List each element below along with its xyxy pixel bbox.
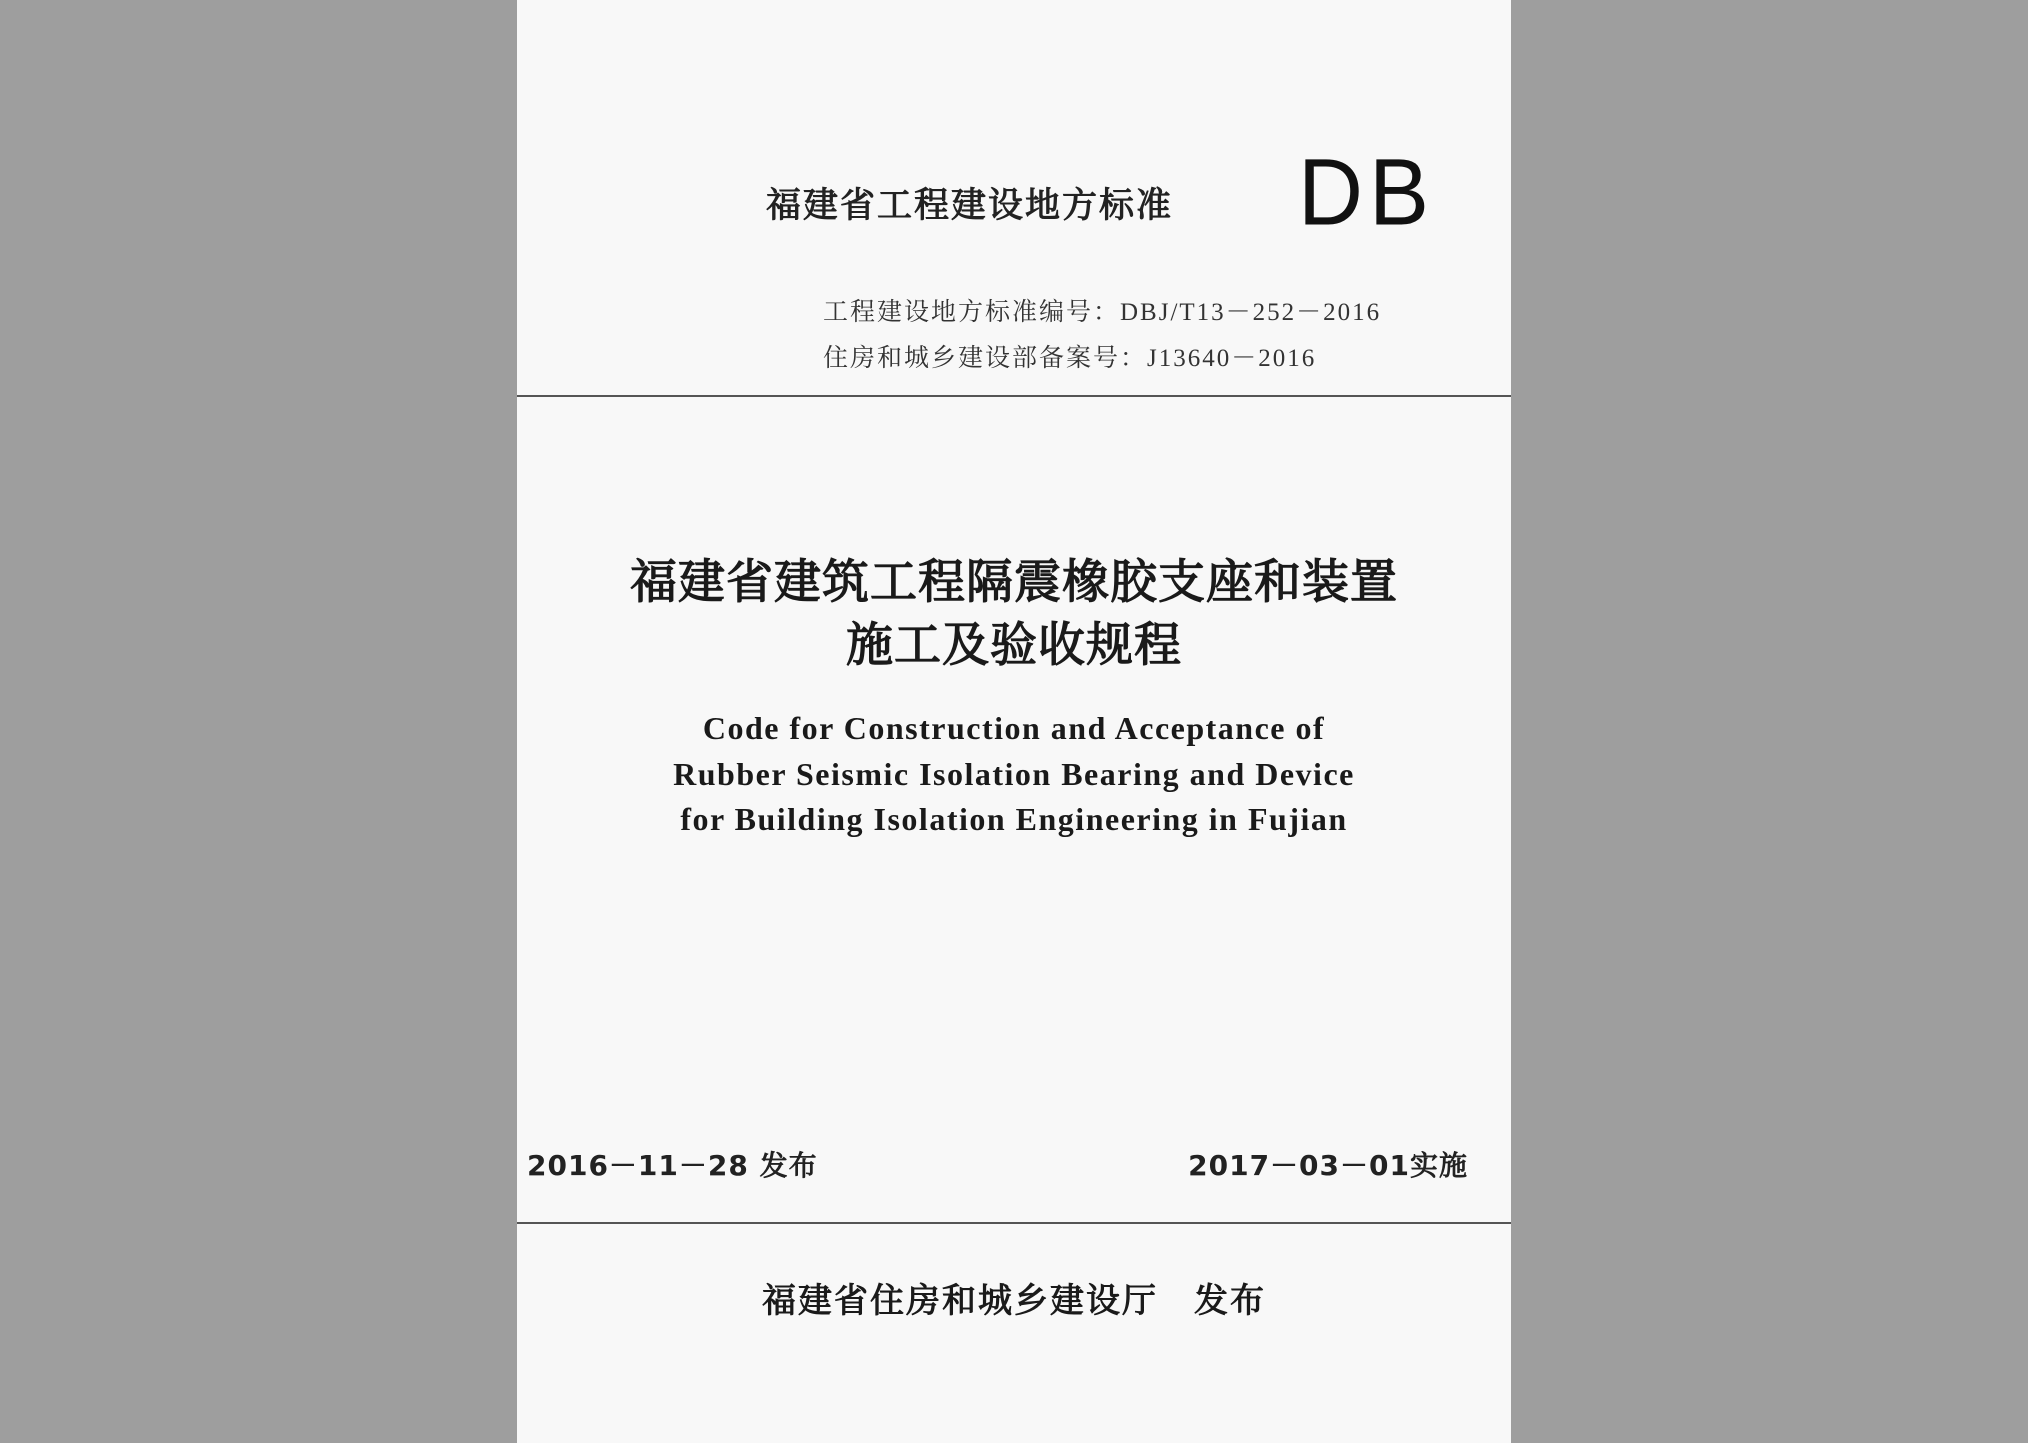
top-divider [517,395,1511,397]
issue-date: 2016－11－28 发布 [527,1149,818,1182]
standard-category: 福建省工程建设地方标准 [766,185,1174,226]
record-number: 住房和城乡建设部备案号：J13640－2016 [823,345,1317,372]
bottom-divider [517,1222,1511,1224]
title-en-line1: Code for Construction and Acceptance of [702,710,1326,746]
publisher: 福建省住房和城乡建设厅 发布 [762,1281,1266,1321]
document-cover-page [517,0,1511,1443]
title-cn-line2: 施工及验收规程 [846,618,1182,673]
standard-number: 工程建设地方标准编号：DBJ/T13－252－2016 [823,299,1382,326]
title-cn-line1: 福建省建筑工程隔震橡胶支座和装置 [630,555,1398,610]
title-en-line3: for Building Isolation Engineering in Fujian [680,801,1348,837]
title-en-line2: Rubber Seismic Isolation Bearing and Device [673,756,1355,792]
db-mark: DB [1298,140,1436,246]
effective-date: 2017－03－01实施 [1188,1149,1468,1182]
